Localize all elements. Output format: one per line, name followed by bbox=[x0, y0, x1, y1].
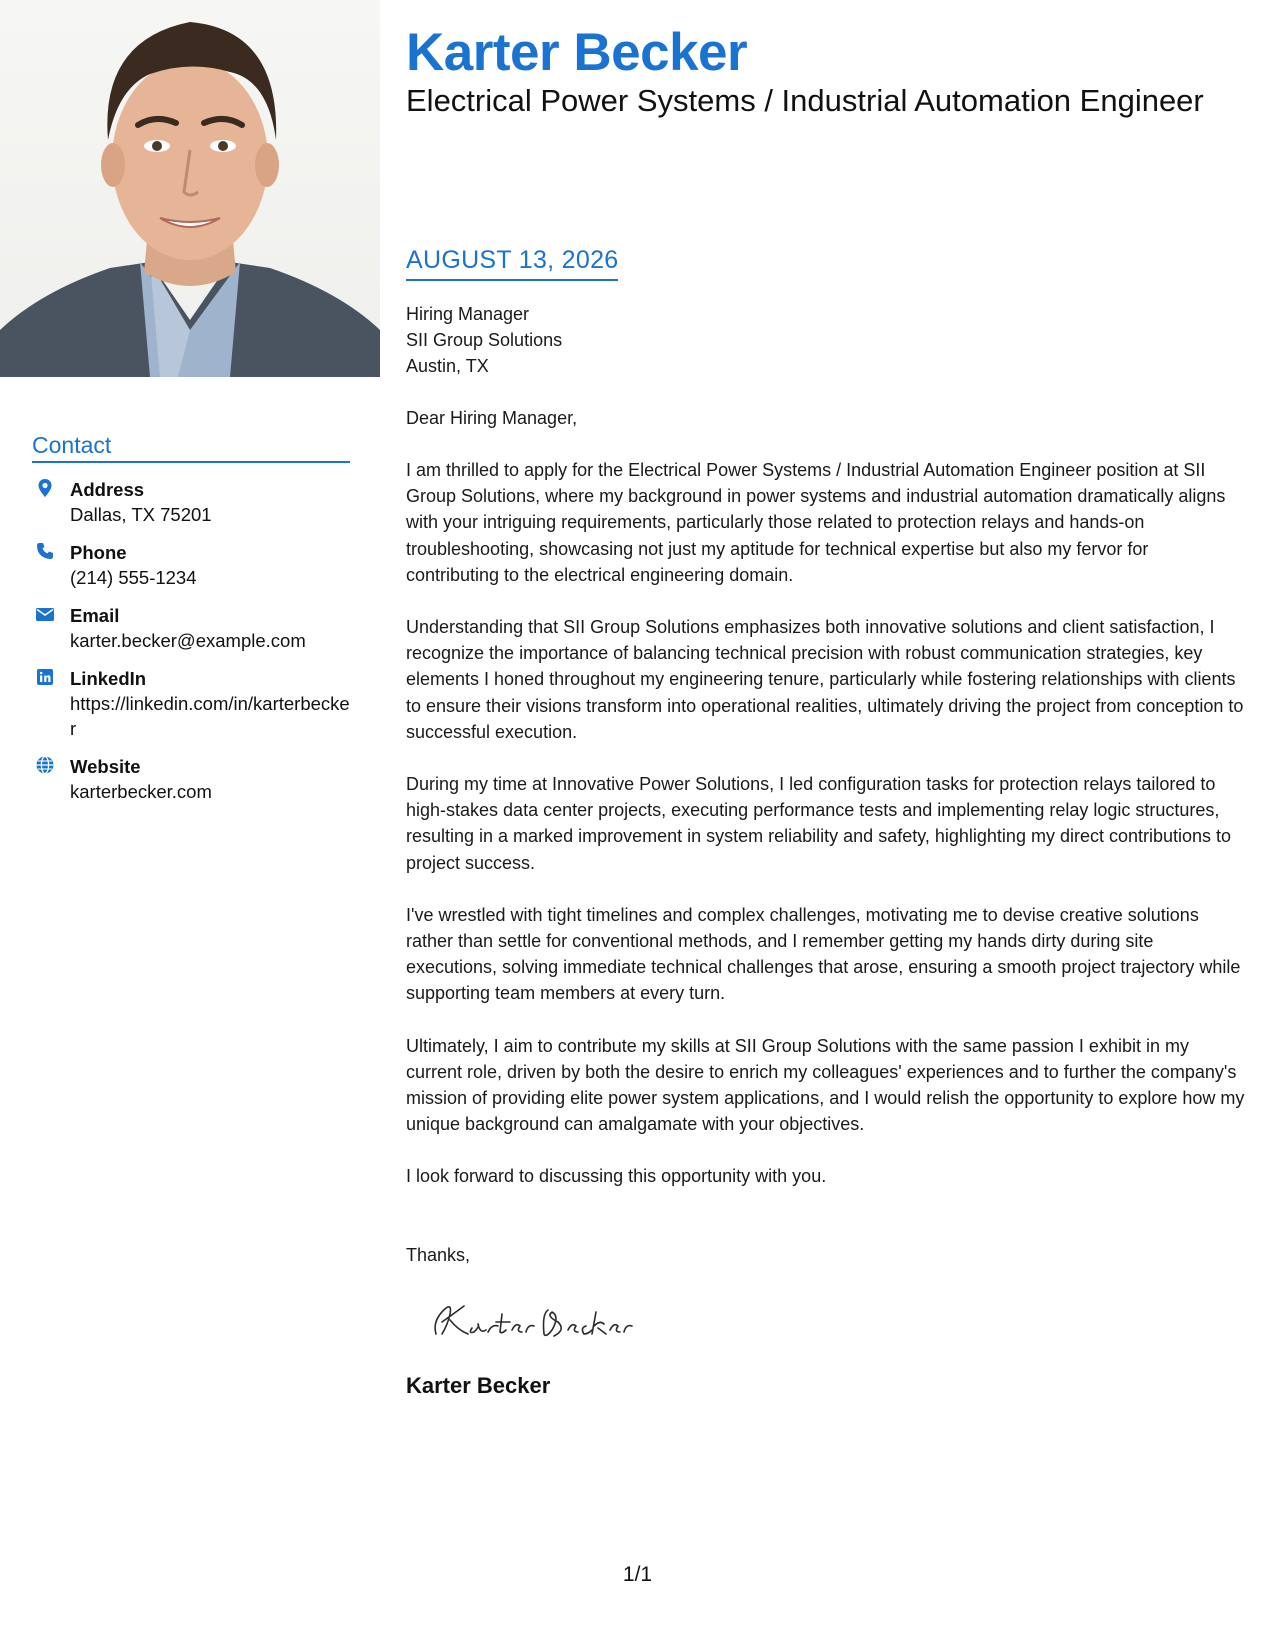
map-pin-icon bbox=[35, 478, 55, 498]
job-title: Electrical Power Systems / Industrial Automation Engineer bbox=[406, 83, 1204, 118]
recipient-block bbox=[406, 301, 1246, 379]
paragraph: Understanding that SII Group Solutions emphasizes both innovative solutions and client satisfaction, I recognize the importance of balancing technical precision with robust communication strategies, key elements I honed throughout my engineering tenure, particularly while fostering relationships with clients to ensure their visions transform into operational realities, ultimately driving the project from conception to successful execution. bbox=[406, 617, 1244, 742]
email-link[interactable]: karter.becker@example.com bbox=[70, 630, 306, 651]
paragraph: I am thrilled to apply for the Electrical Power Systems / Industrial Automation Engineer position at SII Group Solutions, where my background in power systems and industrial automation dramatically aligns with your intriguing requirements, particularly those related to protection relays and hands-on troubleshooting, showcasing not just my aptitude for technical expertise but also my fervor for contributing to the electrical engineering domain. bbox=[406, 460, 1226, 585]
contact-website bbox=[32, 754, 350, 804]
contact-linkedin bbox=[32, 666, 350, 741]
paragraph: I've wrestled with tight timelines and complex challenges, motivating me to devise creative solutions rather than settle for conventional methods, and I remember getting my hands dirty during site executions, solving immediate technical challenges that arose, ensuring a smooth project trajectory while supporting team members at every turn. bbox=[406, 904, 1241, 1004]
contact-heading: Contact bbox=[32, 432, 350, 463]
linkedin-label: LinkedIn bbox=[70, 668, 147, 689]
contact-phone bbox=[32, 540, 350, 590]
paragraph: During my time at Innovative Power Solutions, I led configuration tasks for protection relays tailored to high-stakes data center projects, executing performance tests and implementing relay logic structures, resulting in a marked improvement in system reliability and safety, highlighting my direct contributions to project success. bbox=[406, 774, 1232, 873]
phone-value: (214) 555-1234 bbox=[70, 567, 197, 588]
linkedin-icon bbox=[35, 667, 55, 687]
letter-body bbox=[406, 246, 1246, 1399]
letter-date: AUGUST 13, 2026 bbox=[406, 246, 618, 281]
contact-address bbox=[32, 477, 350, 527]
closing: Thanks, bbox=[406, 1244, 471, 1265]
envelope-icon bbox=[35, 604, 55, 624]
contact-email bbox=[32, 603, 350, 653]
email-label: Email bbox=[70, 605, 120, 626]
linkedin-link[interactable]: https://linkedin.com/in/karterbecker bbox=[70, 693, 350, 739]
recipient-name: Hiring Manager bbox=[406, 304, 530, 324]
salutation: Dear Hiring Manager, bbox=[406, 408, 578, 428]
address-value: Dallas, TX 75201 bbox=[70, 504, 212, 525]
contact-sidebar bbox=[32, 432, 350, 804]
website-label: Website bbox=[70, 756, 141, 777]
page-number: 1/1 bbox=[622, 1563, 653, 1586]
paragraph: Ultimately, I aim to contribute my skills at SII Group Solutions with the same passion I exhibit in my current role, driven by both the desire to enrich my colleagues' experiences and to further the company's mission of providing elite power system applications, and I would relish the opportunity to explore how my unique background can amalgamate with your objectives. bbox=[406, 1035, 1245, 1135]
phone-label: Phone bbox=[70, 542, 127, 563]
website-link[interactable]: karterbecker.com bbox=[70, 781, 212, 802]
signer-name: Karter Becker bbox=[406, 1372, 551, 1398]
candidate-name: Karter Becker bbox=[406, 23, 748, 82]
globe-icon bbox=[35, 755, 55, 775]
recipient-location: Austin, TX bbox=[406, 356, 489, 376]
address-label: Address bbox=[70, 479, 145, 500]
profile-photo bbox=[0, 0, 380, 377]
phone-icon bbox=[35, 541, 55, 561]
handwritten-signature bbox=[422, 1290, 662, 1350]
recipient-company: SII Group Solutions bbox=[406, 330, 563, 350]
paragraph: I look forward to discussing this opportunity with you. bbox=[406, 1166, 827, 1187]
